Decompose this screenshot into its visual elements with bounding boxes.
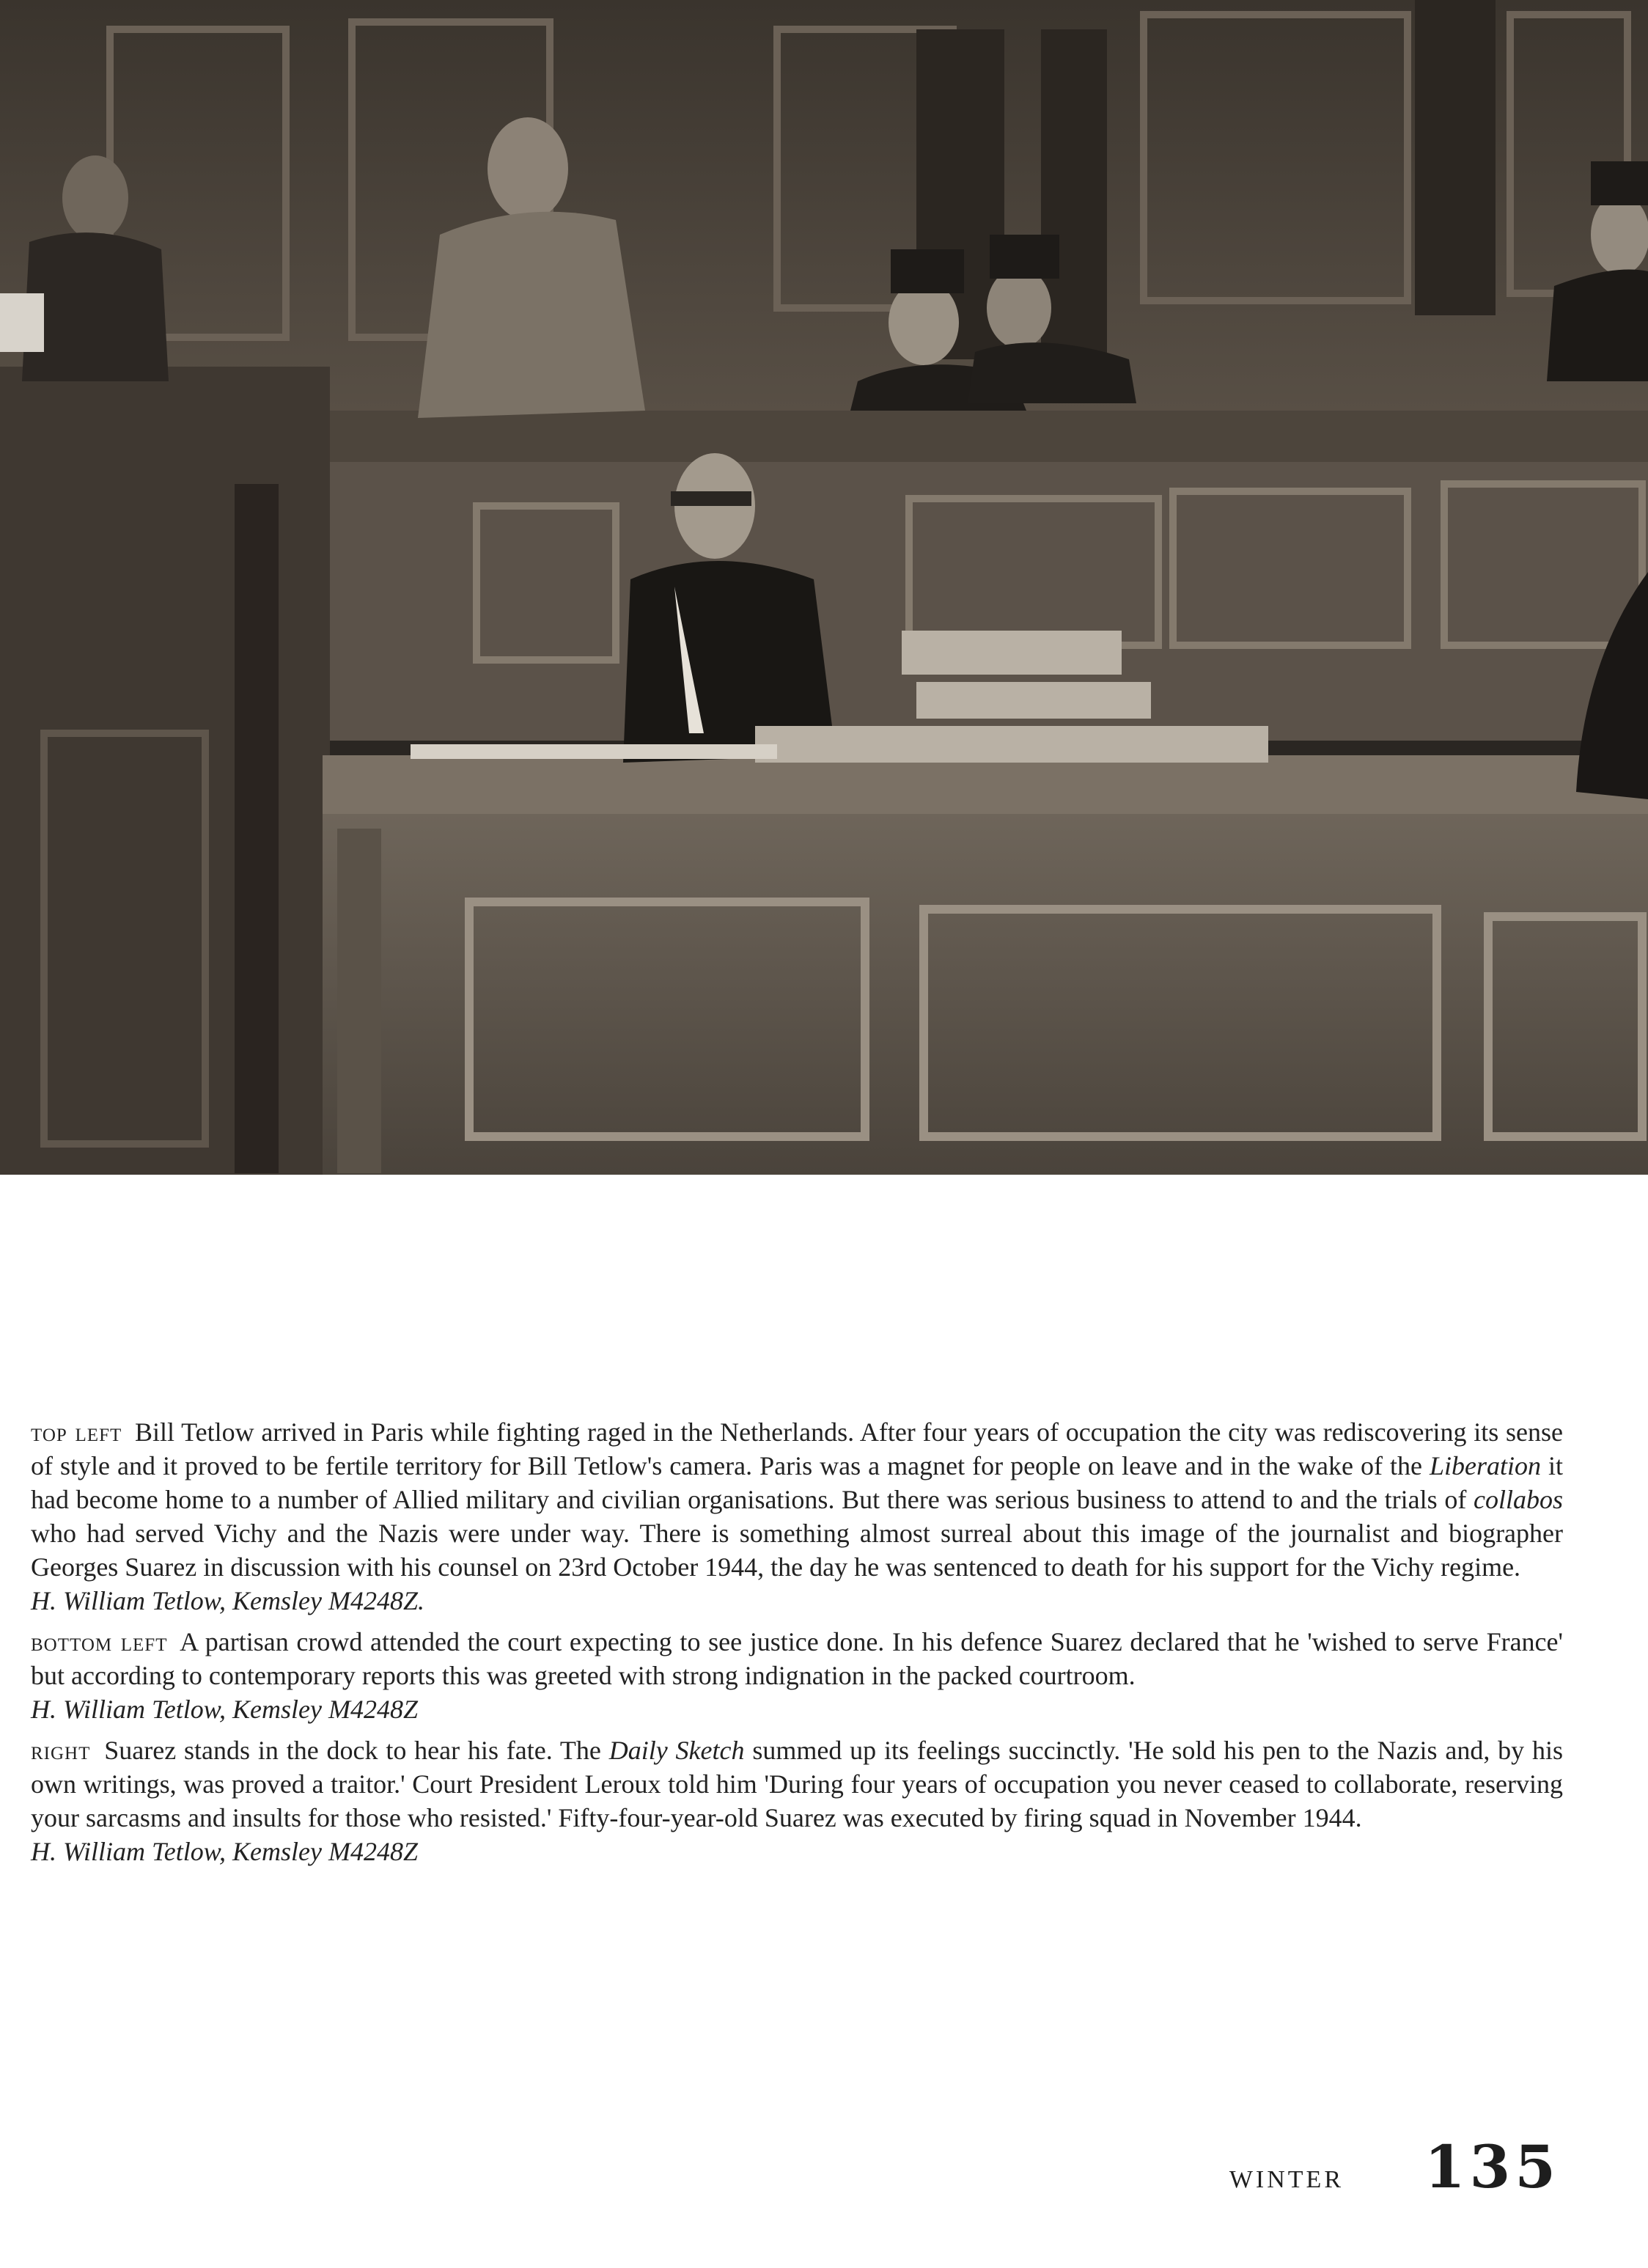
- caption-label: bottom left: [31, 1627, 168, 1656]
- caption-italic-text: Liberation: [1429, 1451, 1541, 1480]
- caption-text: Suarez stands in the dock to hear his fate. The: [104, 1736, 609, 1765]
- caption-text: it had become home to a number of Allied military and civilian organisations. But there was serious business to attend to and the trials of: [31, 1451, 1563, 1514]
- photo-credit: H. William Tetlow, Kemsley M4248Z.: [31, 1586, 425, 1615]
- caption-label: top left: [31, 1417, 122, 1447]
- section-name: WINTER: [1229, 2166, 1344, 2193]
- caption-italic-text: collabos: [1474, 1485, 1563, 1514]
- photo-credit: H. William Tetlow, Kemsley M4248Z: [31, 1695, 419, 1724]
- caption-text: who had served Vichy and the Nazis were under way. There is something almost surreal about this image of the journalist and biographer Georges Suarez in discussion with his counsel on 23rd October 1944, the day he was sentenced to death for his support for the Vichy regime.: [31, 1519, 1563, 1582]
- caption-text: Bill Tetlow arrived in Paris while fighting raged in the Netherlands. After four years of occupation the city was rediscovering its sense of style and it proved to be fertile territory for Bill Tetlow's camera. Paris was a magnet for people on leave and in the wake of the: [31, 1417, 1564, 1480]
- page-number: 135: [1424, 2132, 1560, 2201]
- caption-text: summed up its feelings succinctly. 'He sold his pen to the Nazis and, by his own writings, was proved a traitor.' Court President Leroux told him 'During four years of occupation you never ceased to collaborate, reserving your sarcasms and insults for those who resisted.' Fifty-four-year-old Suarez was executed by firing squad in November 1944.: [31, 1736, 1564, 1832]
- caption-label: right: [31, 1736, 91, 1765]
- photo-credit: H. William Tetlow, Kemsley M4248Z: [31, 1837, 419, 1866]
- caption-right: [31, 1733, 1563, 1868]
- caption-italic-text: Daily Sketch: [608, 1736, 745, 1765]
- page-footer: [1229, 2132, 1560, 2201]
- photo-captions: [31, 1415, 1563, 1876]
- caption-bottom-left: [31, 1625, 1563, 1726]
- caption-text: A partisan crowd attended the court expecting to see justice done. In his defence Suarez declared that he 'wished to serve France' but according to contemporary reports this was greeted with strong indignation in the packed courtroom.: [31, 1627, 1563, 1690]
- caption-top-left: [31, 1415, 1563, 1618]
